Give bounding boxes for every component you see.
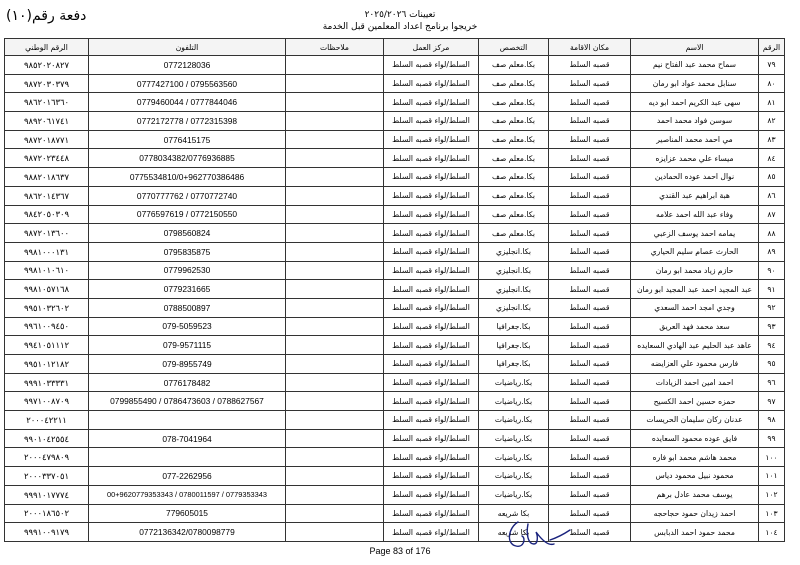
batch-number-label: دفعة رقم(١٠) [6,8,87,24]
cell-specialty: بكا شريعه [479,504,549,523]
cell-phone: 0788627567 / 0786473603 / 0799855490 [89,392,286,411]
cell-name: فايق عوده محمود السعايده [631,429,759,448]
table-row [5,149,785,168]
cell-notes [286,448,384,467]
cell-residence: قصبه السلط [549,205,631,224]
cell-residence: قصبه السلط [549,523,631,542]
cell-number: ٩٦ [759,373,785,392]
cell-name: احمد زيدان حمود حجاحجه [631,504,759,523]
cell-specialty: بكا.رياضيات [479,485,549,504]
cell-phone: 0776178482 [89,373,286,392]
cell-notes [286,336,384,355]
cell-name: محمود نبيل محمود دياس [631,467,759,486]
cell-workplace: السلط/لواء قصبه السلط [384,280,479,299]
graduates-table [4,38,785,542]
cell-workplace: السلط/لواء قصبه السلط [384,336,479,355]
cell-name: محمد حمود احمد الدبابس [631,523,759,542]
cell-notes [286,56,384,75]
cell-specialty: بكا.رياضيات [479,467,549,486]
cell-notes [286,186,384,205]
cell-residence: قصبه السلط [549,74,631,93]
col-header-notes: ملاحظات [286,39,384,56]
cell-number: ١٠٠ [759,448,785,467]
cell-workplace: السلط/لواء قصبه السلط [384,392,479,411]
cell-number: ٧٩ [759,56,785,75]
cell-number: ٨٦ [759,186,785,205]
cell-national-id: ٩٩٩١٠٣٣٣٣١ [5,373,89,392]
cell-specialty: بكا.معلم صف [479,186,549,205]
cell-workplace: السلط/لواء قصبه السلط [384,411,479,430]
cell-residence: قصبه السلط [549,186,631,205]
cell-specialty: بكا.رياضيات [479,373,549,392]
cell-national-id: ٢٠٠٠٤٧٩٨٠٩ [5,448,89,467]
cell-number: ٩٨ [759,411,785,430]
cell-number: ١٠٣ [759,504,785,523]
cell-phone: 0772136342/0780098779 [89,523,286,542]
cell-workplace: السلط/لواء قصبه السلط [384,74,479,93]
cell-residence: قصبه السلط [549,112,631,131]
table-row [5,186,785,205]
cell-notes [286,485,384,504]
cell-name: مي احمد محمد المناصير [631,130,759,149]
cell-phone: 0770772740 / 0770777762 [89,186,286,205]
table-row [5,280,785,299]
table-row [5,336,785,355]
cell-national-id: ٩٨٧٢٠١٨٧٧١ [5,130,89,149]
cell-notes [286,93,384,112]
cell-notes [286,298,384,317]
cell-national-id: ٩٨٦٢٠١٦٣٦٠ [5,93,89,112]
cell-phone [89,448,286,467]
cell-specialty: بكا.رياضيات [479,411,549,430]
cell-phone: 0775534810/0+962770386486 [89,168,286,187]
cell-phone: 079-5059523 [89,317,286,336]
cell-notes [286,317,384,336]
cell-national-id: ٩٩٠١٠٤٢٥٥٤ [5,429,89,448]
cell-workplace: السلط/لواء قصبه السلط [384,317,479,336]
cell-notes [286,149,384,168]
table-row [5,355,785,374]
table-row [5,74,785,93]
cell-specialty: بكا.معلم صف [479,149,549,168]
cell-name: احمد امين احمد الزيادات [631,373,759,392]
cell-name: عبد المجيد احمد عبد المجيد ابو رمان [631,280,759,299]
cell-specialty: بكا شريعه [479,523,549,542]
cell-national-id: ٢٠٠٠٤٢٢١١ [5,411,89,430]
col-header-number: الرقم [759,39,785,56]
cell-national-id: ٩٩٨١٠١٠٦١٠ [5,261,89,280]
cell-workplace: السلط/لواء قصبه السلط [384,168,479,187]
cell-specialty: بكا.جغرافيا [479,336,549,355]
cell-workplace: السلط/لواء قصبه السلط [384,224,479,243]
cell-national-id: ٩٩٩١٠١٧٧٧٤ [5,485,89,504]
table-row [5,261,785,280]
table-row [5,411,785,430]
cell-specialty: بكا.جغرافيا [479,317,549,336]
cell-national-id: ٩٩٩١٠٠٩١٧٩ [5,523,89,542]
cell-phone: 0778034382/0776936885 [89,149,286,168]
cell-number: ٩٠ [759,261,785,280]
cell-workplace: السلط/لواء قصبه السلط [384,130,479,149]
cell-number: ٨١ [759,93,785,112]
header-line-program: خريجوا برنامج اعداد المعلمين قبل الخدمة [322,22,478,32]
cell-residence: قصبه السلط [549,224,631,243]
cell-name: سنابل محمد عواد ابو رمان [631,74,759,93]
cell-residence: قصبه السلط [549,56,631,75]
cell-notes [286,205,384,224]
cell-workplace: السلط/لواء قصبه السلط [384,261,479,280]
cell-residence: قصبه السلط [549,355,631,374]
table-row [5,130,785,149]
cell-specialty: بكا.انجليزي [479,298,549,317]
cell-notes [286,355,384,374]
cell-workplace: السلط/لواء قصبه السلط [384,523,479,542]
cell-residence: قصبه السلط [549,280,631,299]
cell-national-id: ٩٩٦١٠٠٩٤٥٠ [5,317,89,336]
col-header-workplace: مركز العمل [384,39,479,56]
cell-name: حازم زياد محمد ابو رمان [631,261,759,280]
cell-name: هبة ابراهيم عبد القندي [631,186,759,205]
cell-workplace: السلط/لواء قصبه السلط [384,504,479,523]
cell-name: فارس محمود علي العزايضه [631,355,759,374]
cell-number: ٨٥ [759,168,785,187]
cell-residence: قصبه السلط [549,373,631,392]
cell-notes [286,261,384,280]
cell-specialty: بكا.معلم صف [479,224,549,243]
cell-national-id: ٩٨٧٢٠٢٣٤٤٨ [5,149,89,168]
cell-phone: 0795563560 / 0777427100 [89,74,286,93]
cell-workplace: السلط/لواء قصبه السلط [384,205,479,224]
cell-national-id: ٩٨٤٢٠٥٠٣٠٩ [5,205,89,224]
cell-workplace: السلط/لواء قصبه السلط [384,112,479,131]
table-row [5,298,785,317]
cell-notes [286,242,384,261]
table-row [5,467,785,486]
col-header-specialty: التخصص [479,39,549,56]
table-row [5,112,785,131]
cell-national-id: ٩٩٨١٠٥٧١٦٨ [5,280,89,299]
cell-name: ميساء علي محمد عزايزه [631,149,759,168]
cell-workplace: السلط/لواء قصبه السلط [384,429,479,448]
cell-specialty: بكا.معلم صف [479,130,549,149]
table-row [5,523,785,542]
cell-national-id: ٩٨٥٢٠٢٠٨٢٧ [5,56,89,75]
cell-notes [286,523,384,542]
cell-number: ٨٤ [759,149,785,168]
cell-workplace: السلط/لواء قصبه السلط [384,149,479,168]
cell-number: ٩٩ [759,429,785,448]
cell-name: محمد هاشم محمد ابو فاره [631,448,759,467]
cell-phone: 0777844046 / 0779460044 [89,93,286,112]
cell-number: ٩٤ [759,336,785,355]
cell-specialty: بكا.انجليزي [479,280,549,299]
cell-number: ٩٧ [759,392,785,411]
cell-notes [286,392,384,411]
cell-phone: 0788500897 [89,298,286,317]
cell-residence: قصبه السلط [549,168,631,187]
cell-phone: 0779231665 [89,280,286,299]
cell-phone: 078-7041964 [89,429,286,448]
cell-specialty: بكا.معلم صف [479,168,549,187]
cell-phone: 079-8955749 [89,355,286,374]
cell-specialty: بكا.معلم صف [479,93,549,112]
table-row [5,242,785,261]
cell-notes [286,280,384,299]
cell-name: سماح محمد عبد الفتاح نيم [631,56,759,75]
cell-number: ٨٠ [759,74,785,93]
cell-specialty: بكا.انجليزي [479,242,549,261]
cell-residence: قصبه السلط [549,242,631,261]
cell-phone [89,411,286,430]
cell-specialty: بكا.جغرافيا [479,355,549,374]
cell-residence: قصبه السلط [549,261,631,280]
cell-name: الحارث عصام سليم الحياري [631,242,759,261]
cell-name: يمامه احمد يوسف الزعبي [631,224,759,243]
cell-phone: 779605015 [89,504,286,523]
table-row [5,429,785,448]
cell-phone: 079-9571115 [89,336,286,355]
cell-specialty: بكا.انجليزي [479,261,549,280]
table-row [5,392,785,411]
cell-name: عدنان ركان سليمان الحريسات [631,411,759,430]
col-header-phone: التلفون [89,39,286,56]
cell-phone: 077-2262956 [89,467,286,486]
table-header-row [5,39,785,56]
cell-specialty: بكا.معلم صف [479,74,549,93]
cell-residence: قصبه السلط [549,411,631,430]
cell-specialty: بكا.رياضيات [479,429,549,448]
cell-number: ٩١ [759,280,785,299]
cell-national-id: ٩٩٥١٠١٢١٨٢ [5,355,89,374]
cell-specialty: بكا.معلم صف [479,112,549,131]
cell-notes [286,411,384,430]
cell-residence: قصبه السلط [549,317,631,336]
cell-residence: قصبه السلط [549,504,631,523]
cell-national-id: ٩٨٧٢٠١٣٦٠٠ [5,224,89,243]
cell-residence: قصبه السلط [549,448,631,467]
cell-name: وفاء عبد الله احمد علامه [631,205,759,224]
table-row [5,504,785,523]
cell-number: ١٠٤ [759,523,785,542]
cell-notes [286,373,384,392]
cell-residence: قصبه السلط [549,336,631,355]
cell-specialty: بكا.رياضيات [479,448,549,467]
cell-number: ٩٥ [759,355,785,374]
cell-residence: قصبه السلط [549,149,631,168]
table-row [5,448,785,467]
cell-number: ٨٩ [759,242,785,261]
cell-number: ٩٣ [759,317,785,336]
cell-workplace: السلط/لواء قصبه السلط [384,355,479,374]
cell-national-id: ٩٨٩٢٠٦١٧٤١ [5,112,89,131]
cell-name: عاهد عبد الحليم عبد الهادي السعايده [631,336,759,355]
table-row [5,93,785,112]
col-header-name: الاسم [631,39,759,56]
cell-residence: قصبه السلط [549,429,631,448]
page-number-label: Page 83 of 176 [369,546,431,556]
cell-residence: قصبه السلط [549,130,631,149]
cell-number: ٨٢ [759,112,785,131]
cell-phone: 0772128036 [89,56,286,75]
col-header-national-id: الرقم الوطني [5,39,89,56]
cell-phone: 0772150550 / 0776597619 [89,205,286,224]
cell-name: يوسف محمد عادل برهم [631,485,759,504]
cell-phone: 0772315398 / 0772172778 [89,112,286,131]
cell-residence: قصبه السلط [549,93,631,112]
cell-notes [286,467,384,486]
cell-national-id: ٩٨٦٢٠١٤٣٦٧ [5,186,89,205]
table-row [5,373,785,392]
cell-notes [286,429,384,448]
cell-workplace: السلط/لواء قصبه السلط [384,93,479,112]
table-row [5,317,785,336]
cell-number: ٩٢ [759,298,785,317]
cell-name: حمزه حسين احمد الكسيح [631,392,759,411]
cell-workplace: السلط/لواء قصبه السلط [384,467,479,486]
cell-workplace: السلط/لواء قصبه السلط [384,56,479,75]
col-header-residence: مكان الاقامة [549,39,631,56]
cell-national-id: ٩٩٤١٠٥١١١٢ [5,336,89,355]
cell-notes [286,224,384,243]
cell-national-id: ٩٩٧١٠٠٨٧٠٩ [5,392,89,411]
cell-phone: 0776415175 [89,130,286,149]
cell-specialty: بكا.معلم صف [479,205,549,224]
table-body [5,56,785,542]
cell-workplace: السلط/لواء قصبه السلط [384,373,479,392]
cell-residence: قصبه السلط [549,392,631,411]
cell-specialty: بكا.رياضيات [479,392,549,411]
cell-phone: 0779962530 [89,261,286,280]
cell-number: ٨٨ [759,224,785,243]
cell-workplace: السلط/لواء قصبه السلط [384,485,479,504]
cell-notes [286,74,384,93]
cell-national-id: ٩٨٧٢٠٣٠٣٧٩ [5,74,89,93]
cell-residence: قصبه السلط [549,467,631,486]
cell-national-id: ٢٠٠٠٣٣٧٠٥١ [5,467,89,486]
cell-national-id: ٩٨٨٢٠١٨٦٣٧ [5,168,89,187]
cell-workplace: السلط/لواء قصبه السلط [384,242,479,261]
table-row [5,168,785,187]
cell-workplace: السلط/لواء قصبه السلط [384,448,479,467]
cell-national-id: ٩٩٥١٠٣٢٦٠٢ [5,298,89,317]
cell-national-id: ٢٠٠٠١٨٦٥٠٢ [5,504,89,523]
cell-workplace: السلط/لواء قصبه السلط [384,298,479,317]
cell-national-id: ٩٩٨١٠٠٠١٣١ [5,242,89,261]
cell-name: سهى عبد الكريم احمد ابو ديه [631,93,759,112]
cell-number: ٨٣ [759,130,785,149]
cell-notes [286,112,384,131]
cell-name: سوسن فواد محمد احمد [631,112,759,131]
table-row [5,56,785,75]
cell-phone: 0795835875 [89,242,286,261]
cell-notes [286,504,384,523]
cell-specialty: بكا.معلم صف [479,56,549,75]
cell-workplace: السلط/لواء قصبه السلط [384,186,479,205]
cell-residence: قصبه السلط [549,298,631,317]
header-line-appointments: تعيينات ٢٠٢٥/٢٠٢٦ [364,10,436,20]
table-row [5,205,785,224]
cell-name: نوال احمد عوده الحمادين [631,168,759,187]
cell-phone: 0779353343 / 0780011597 / 00+9620779353343 [89,485,286,504]
cell-number: ١٠٢ [759,485,785,504]
cell-number: ٨٧ [759,205,785,224]
table-row [5,224,785,243]
cell-notes [286,168,384,187]
cell-name: وجدي امجد احمد السعدي [631,298,759,317]
cell-residence: قصبه السلط [549,485,631,504]
cell-phone: 0798560824 [89,224,286,243]
cell-name: سعد محمد فهد العريق [631,317,759,336]
cell-number: ١٠١ [759,467,785,486]
table-row [5,485,785,504]
cell-notes [286,130,384,149]
